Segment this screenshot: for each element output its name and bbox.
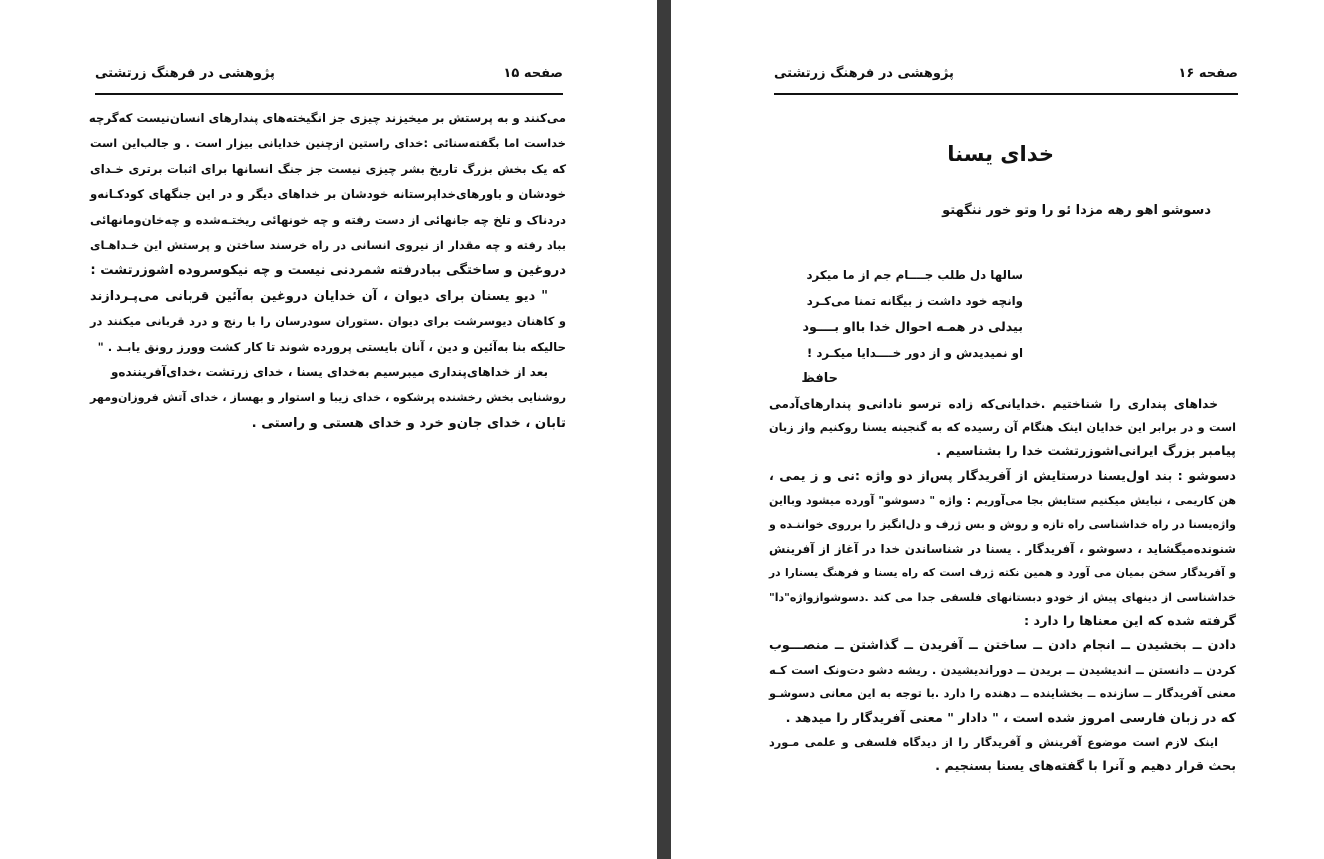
text-line: واژه‌یسنا در راه خداشناسی راه تازه و روش و بس ژرف و دل‌انگیز را برروی خواننـده و xyxy=(769,518,1236,532)
text-line: و آفریدگار سخن بمیان می آورد و همین نکته ژرف است که راه یسنا و فرهنگ یسنارا در xyxy=(769,566,1236,580)
text-line: هن کاریمی ، نیایش میکنیم ستایش بجا می‌آوریم : واژه " دسوشو" آورده میشود وبااین xyxy=(769,493,1236,507)
text-line: خودشان و باورهای‌خداپرستانه خودشان بر خداهای دیگر و در این جنگهای کودکـانه‌و xyxy=(90,187,566,202)
book-gutter xyxy=(657,0,671,859)
text-line: خداهای پنداری را شناختیم .خدایانی‌که زاده ترسو نادانی‌و پندارهای‌آدمی xyxy=(769,397,1218,411)
poem xyxy=(803,262,1023,392)
text-line: دروغین و ساختگی بباد‌رفته شمردنی نیست و چه نیکوسروده اشوزرتشت : xyxy=(90,263,566,279)
poem-verse: سالها دل طلب جــــام جم از ما میکرد xyxy=(806,268,1023,282)
text-line: می‌کنند و به پرستش بر میخیزند چیزی جز انگیخته‌های پندارهای انسان‌نیست که‌گرچه xyxy=(88,111,566,125)
page-header xyxy=(95,66,563,86)
text-line: و کاهنان دیوسرشت برای دیوان .ستوران سودرسان را با رنج و درد قربانی میکنند در xyxy=(90,314,566,329)
text-line: خداست اما بگفته‌سنائی :خدای راستین ازچنین خدایانی بیزار است . و جالب‌این است xyxy=(90,136,566,151)
chapter-title: خدای یسنا xyxy=(947,142,1054,166)
epigraph: دسوشو اهو رهه مزدا ئو را وتو خور ننگهتو xyxy=(942,203,1211,218)
text-line: خداشناسی از دینهای پیش از خودو دبستانهای فلسفی جدا می کند .دسوشوازواژه"دا" xyxy=(769,590,1236,604)
poem-verse: وانچه خود داشت ز بیگانه تمنا می‌کـرد xyxy=(806,294,1023,308)
page-body xyxy=(90,106,566,436)
text-line: گرفته شده که این معناها را دارد : xyxy=(1023,613,1236,629)
text-line: کردن ــ دانستن ــ اندیشیدن ــ بریدن ــ دوراندیشیدن . ریشه دشو دت‌ونک است کـه xyxy=(769,663,1236,678)
page-number: صفحه ۱۵ xyxy=(503,66,563,81)
running-title: پژوهشی در فرهنگ زرتشتی xyxy=(774,66,954,81)
header-rule xyxy=(95,93,563,95)
poem-author: حافظ xyxy=(801,371,838,386)
header-rule xyxy=(774,93,1238,95)
text-line: دادن ــ بخشیدن ــ انجام دادن ــ ساختن ــ آفریدن ــ گذاشتن ــ منصـــوب xyxy=(769,638,1236,654)
left-page xyxy=(0,0,657,859)
text-line: بعد از خداهای‌پنداری میبرسیم به‌خدای یسنا ، خدای زرتشت ،خدای‌آفریننده‌و xyxy=(110,365,548,380)
text-line: دردناک و تلخ چه جانهائی از دست رفته و چه خونهائی ریختـه‌شده و چه‌خان‌ومانهائی xyxy=(90,212,566,227)
right-page xyxy=(671,0,1324,859)
page-header xyxy=(774,66,1238,86)
text-line: شنونده‌میگشاید ، دسوشو ، آفریدگار . یسنا در شناساندن خدا در آغاز از آفرینش xyxy=(769,542,1236,557)
text-line: که در زبان فارسی امروز شده است ، " دادار " معنی آفریدگار را میدهد . xyxy=(785,710,1236,726)
text-line: پیامبر بزرگ ایرانی‌اشوزرتشت خدا را بشناسیم . xyxy=(936,444,1236,460)
running-title: پژوهشی در فرهنگ زرتشتی xyxy=(95,66,275,81)
text-line: بباد رفته و چه مقدار از نیروی انسانی در راه خرسند ساختن و پرستش این خـداهـای xyxy=(90,238,566,253)
text-line: حالیکه بنا به‌آئین و دین ، آنان بایستی پرورده شوند تا کار کشت وورز رونق یابـد . " xyxy=(97,339,566,354)
text-line: " دیو یسنان برای دیوان ، آن خدایان دروغین به‌آئین قربانی می‌پـردازند xyxy=(90,288,548,304)
page-body xyxy=(769,392,1236,779)
text-line: تابان ، خدای جان‌و خرد و خدای هستی و راستی . xyxy=(251,415,566,431)
text-line: که یک بخش بزرگ تاریخ بشر چیزی نیست جز جنگ انسانها برای اثبات برتری خـدای xyxy=(90,161,566,176)
text-line: دسوشو : بند اول‌یسنا درستایش از آفریدگار پس‌از دو واژه :نی و ز یمی ، xyxy=(769,468,1236,484)
poem-verse: بیدلی در همـه احوال خدا بااو بــــود xyxy=(802,319,1023,334)
poem-verse: او نمیدیدش و از دور خــــدایا میکـرد ! xyxy=(806,346,1023,360)
text-line: اینک لازم است موضوع آفرینش و آفریدگار را از دیدگاه فلسفی و علمی مـورد xyxy=(769,735,1218,749)
page-number: صفحه ۱۶ xyxy=(1178,66,1238,81)
text-line: روشنایی بخش رخشنده پرشکوه ، خدای زیبا و استوار و بهساز ، خدای آتش فروزان‌ومهر xyxy=(90,391,566,405)
text-line: بحث قرار دهیم و آنرا با گفته‌های یسنا بسنجیم . xyxy=(935,759,1236,775)
text-line: است و در برابر این خدایان اینک هنگام آن رسیده که به گنجینه یسنا روکنیم واز زبان xyxy=(769,421,1236,435)
text-line: معنی آفریدگار ــ سازنده ــ بخشاینده ــ دهنده را دارد .با توجه به این معانی دسوشـو xyxy=(769,687,1236,701)
